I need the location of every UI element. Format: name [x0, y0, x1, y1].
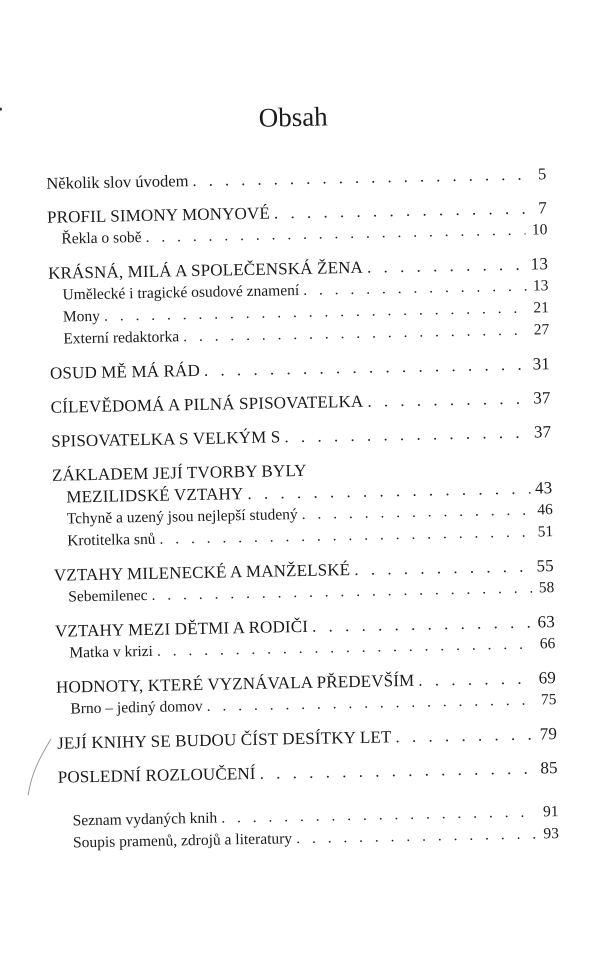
- toc-entry-title: Matka v krizi: [69, 641, 153, 665]
- toc-entry-title: POSLEDNÍ ROZLOUČENÍ: [58, 763, 256, 789]
- toc-page-number: 63: [537, 611, 555, 633]
- toc-entry-title: OSUD MĚ MÁ RÁD: [50, 360, 200, 385]
- toc-entry-title: KRÁSNÁ, MILÁ A SPOLEČENSKÁ ŽENA: [48, 257, 363, 285]
- toc-entry-title: Brno – jediný domov: [70, 696, 203, 721]
- toc-page-number: 55: [536, 555, 554, 577]
- toc-page-number: 27: [531, 319, 549, 341]
- toc-page-number: 58: [536, 577, 554, 599]
- toc-entry-title: Krotitelka snů: [67, 529, 156, 553]
- toc-page-number: 5: [528, 163, 546, 185]
- toc-entry-title: HODNOTY, KTERÉ VYZNÁVALA PŘEDEVŠÍM: [56, 670, 415, 699]
- dot-leader: [284, 422, 529, 449]
- page-title: Obsah: [0, 96, 593, 139]
- toc-entry-title: Seznam vydaných knih: [72, 808, 217, 833]
- toc-page-number: 13: [530, 275, 548, 297]
- dot-leader: [296, 824, 537, 851]
- toc-page-number: 66: [537, 633, 555, 655]
- toc-entry-title: VZTAHY MEZI DĚTMI A RODIČI: [55, 616, 308, 643]
- toc-entry-title: Sebemilenec: [68, 585, 148, 609]
- toc-page-number: 93: [541, 823, 559, 845]
- pencil-mark-icon: [23, 737, 54, 798]
- toc-entry-title: Umělecké i tragické osudové znamení: [62, 280, 299, 307]
- table-of-contents: [46, 163, 559, 854]
- toc-entry-title: Tchyně a uzený jsou nejlepší studený: [67, 504, 298, 530]
- toc-entry-title: VZTAHY MILENECKÉ A MANŽELSKÉ: [54, 559, 351, 587]
- toc-page-number: 13: [530, 253, 548, 275]
- toc-page-number: 85: [539, 757, 557, 779]
- toc-page-number: 51: [535, 521, 553, 543]
- toc-entry-title: PROFIL SIMONY MONYOVÉ: [47, 203, 270, 229]
- toc-page-number: 37: [533, 421, 551, 443]
- toc-page-number: 75: [538, 689, 556, 711]
- toc-entry-title: MEZILIDSKÉ VZTAHY: [66, 483, 243, 508]
- toc-page-number: 46: [535, 499, 553, 521]
- toc-entry-title: ZÁKLADEM JEJÍ TVORBY BYLY: [52, 460, 307, 487]
- toc-entry-title: Řekla o sobě: [61, 227, 141, 251]
- toc-entry-title: JEJÍ KNIHY SE BUDOU ČÍST DESÍTKY LET: [57, 726, 392, 754]
- dot-leader: [367, 388, 529, 413]
- toc-entry-title: Mony: [63, 306, 100, 329]
- toc-page-number: 43: [534, 477, 552, 499]
- toc-entry-title: SPISOVATELKA S VELKÝM S: [51, 426, 280, 452]
- toc-page-number: 31: [532, 353, 550, 375]
- toc-page-number: 10: [529, 219, 547, 241]
- toc-page-number: 21: [531, 297, 549, 319]
- toc-entry-title: Soupis pramenů, zdrojů a literatury: [73, 828, 292, 854]
- toc-entry-title: CÍLEVĚDOMÁ A PILNÁ SPISOVATELKA: [50, 391, 363, 419]
- dot-leader: [367, 254, 526, 279]
- toc-entry-title: Několik slov úvodem: [46, 170, 188, 195]
- dot-leader: [395, 724, 535, 749]
- toc-entry-title: Externí redaktorka: [63, 326, 179, 350]
- toc-page-number: 69: [538, 667, 556, 689]
- toc-page-number: 91: [540, 801, 558, 823]
- toc-page-number: 7: [529, 197, 547, 219]
- toc-page-number: 37: [532, 387, 550, 409]
- dot-leader: [418, 668, 534, 692]
- toc-page-number: 79: [539, 723, 557, 745]
